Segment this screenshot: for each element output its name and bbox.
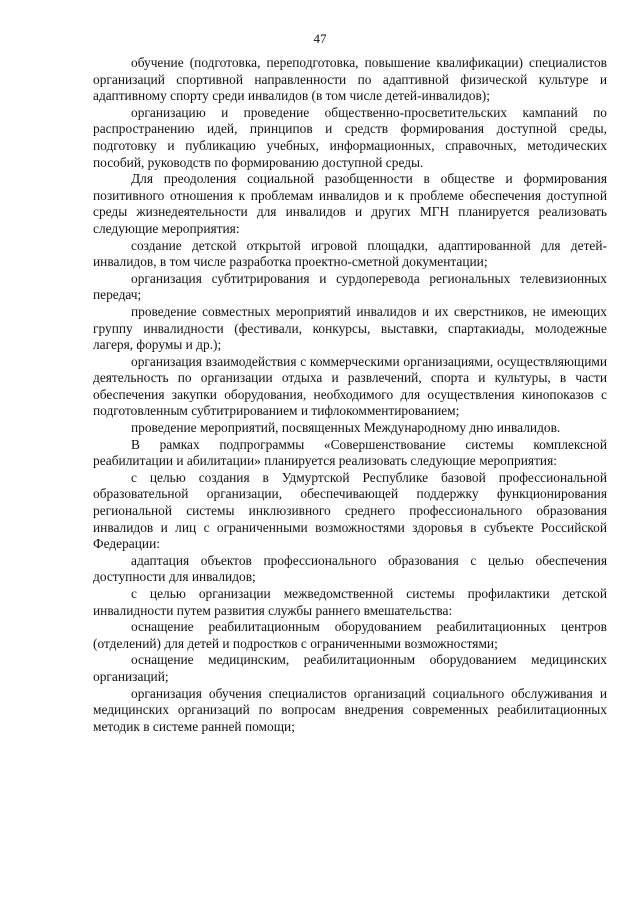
paragraph: организация взаимодействия с коммерческими организациями, осуществляющими деятельность по организации отдыха и развлечений, спорта и культуры, в части обеспечения закупки оборудования, необходимого для осуществления кинопоказов с подготовленным субтитрированием и тифлокомментированием;	[93, 353, 607, 419]
paragraph: организация обучения специалистов организаций социального обслуживания и медицинских организаций по вопросам внедрения современных реабилитационных методик в системе ранней помощи;	[93, 685, 607, 734]
paragraph: адаптация объектов профессионального образования с целью обеспечения доступности для инвалидов;	[93, 552, 607, 585]
paragraph: создание детской открытой игровой площадки, адаптированной для детей-инвалидов, в том числе разработка проектно-сметной документации;	[93, 237, 607, 270]
document-body	[93, 55, 607, 735]
paragraph: обучение (подготовка, переподготовка, повышение квалификации) специалистов организаций спортивной направленности по адаптивной физической культуре и адаптивному спорту среди инвалидов (в том числе детей-инвалидов);	[93, 55, 607, 104]
paragraph: оснащение медицинским, реабилитационным оборудованием медицинских организаций;	[93, 652, 607, 684]
paragraph: В рамках подпрограммы «Совершенствование системы комплексной реабилитации и абилитации» планируется реализовать следующие мероприятия:	[93, 436, 607, 469]
paragraph: с целью организации межведомственной системы профилактики детской инвалидности путем развития службы раннего вмешательства:	[93, 586, 607, 618]
page-number: 47	[313, 31, 327, 46]
paragraph: проведение мероприятий, посвященных Международному дню инвалидов.	[131, 420, 561, 436]
paragraph: с целью создания в Удмуртской Республике базовой профессиональной образовательной организации, обеспечивающей поддержку функционирования региональной системы инклюзивного среднего профессионального образования инвалидов и лиц с ограниченными возможностями здоровья в субъекте Российской Федерации:	[93, 469, 607, 552]
paragraph: организация субтитрирования и сурдоперевода региональных телевизионных передач;	[93, 270, 607, 303]
paragraph: проведение совместных мероприятий инвалидов и их сверстников, не имеющих группу инвалидности (фестивали, конкурсы, выставки, спартакиады, молодежные лагеря, форумы и др.);	[93, 303, 607, 353]
paragraph: организацию и проведение общественно-просветительских кампаний по распространению идей, принципов и средств формирования доступной среды, подготовку и публикацию учебных, информационных, справочных, методических пособий, руководств по формированию доступной среды.	[93, 104, 607, 170]
paragraph: Для преодоления социальной разобщенности в обществе и формирования позитивного отношения к проблемам инвалидов и к проблеме обеспечения доступной среды жизнедеятельности для инвалидов и других МГН планируется реализовать следующие мероприятия:	[93, 171, 607, 236]
paragraph: оснащение реабилитационным оборудованием реабилитационных центров (отделений) для детей и подростков с ограниченными возможностями;	[93, 619, 607, 651]
